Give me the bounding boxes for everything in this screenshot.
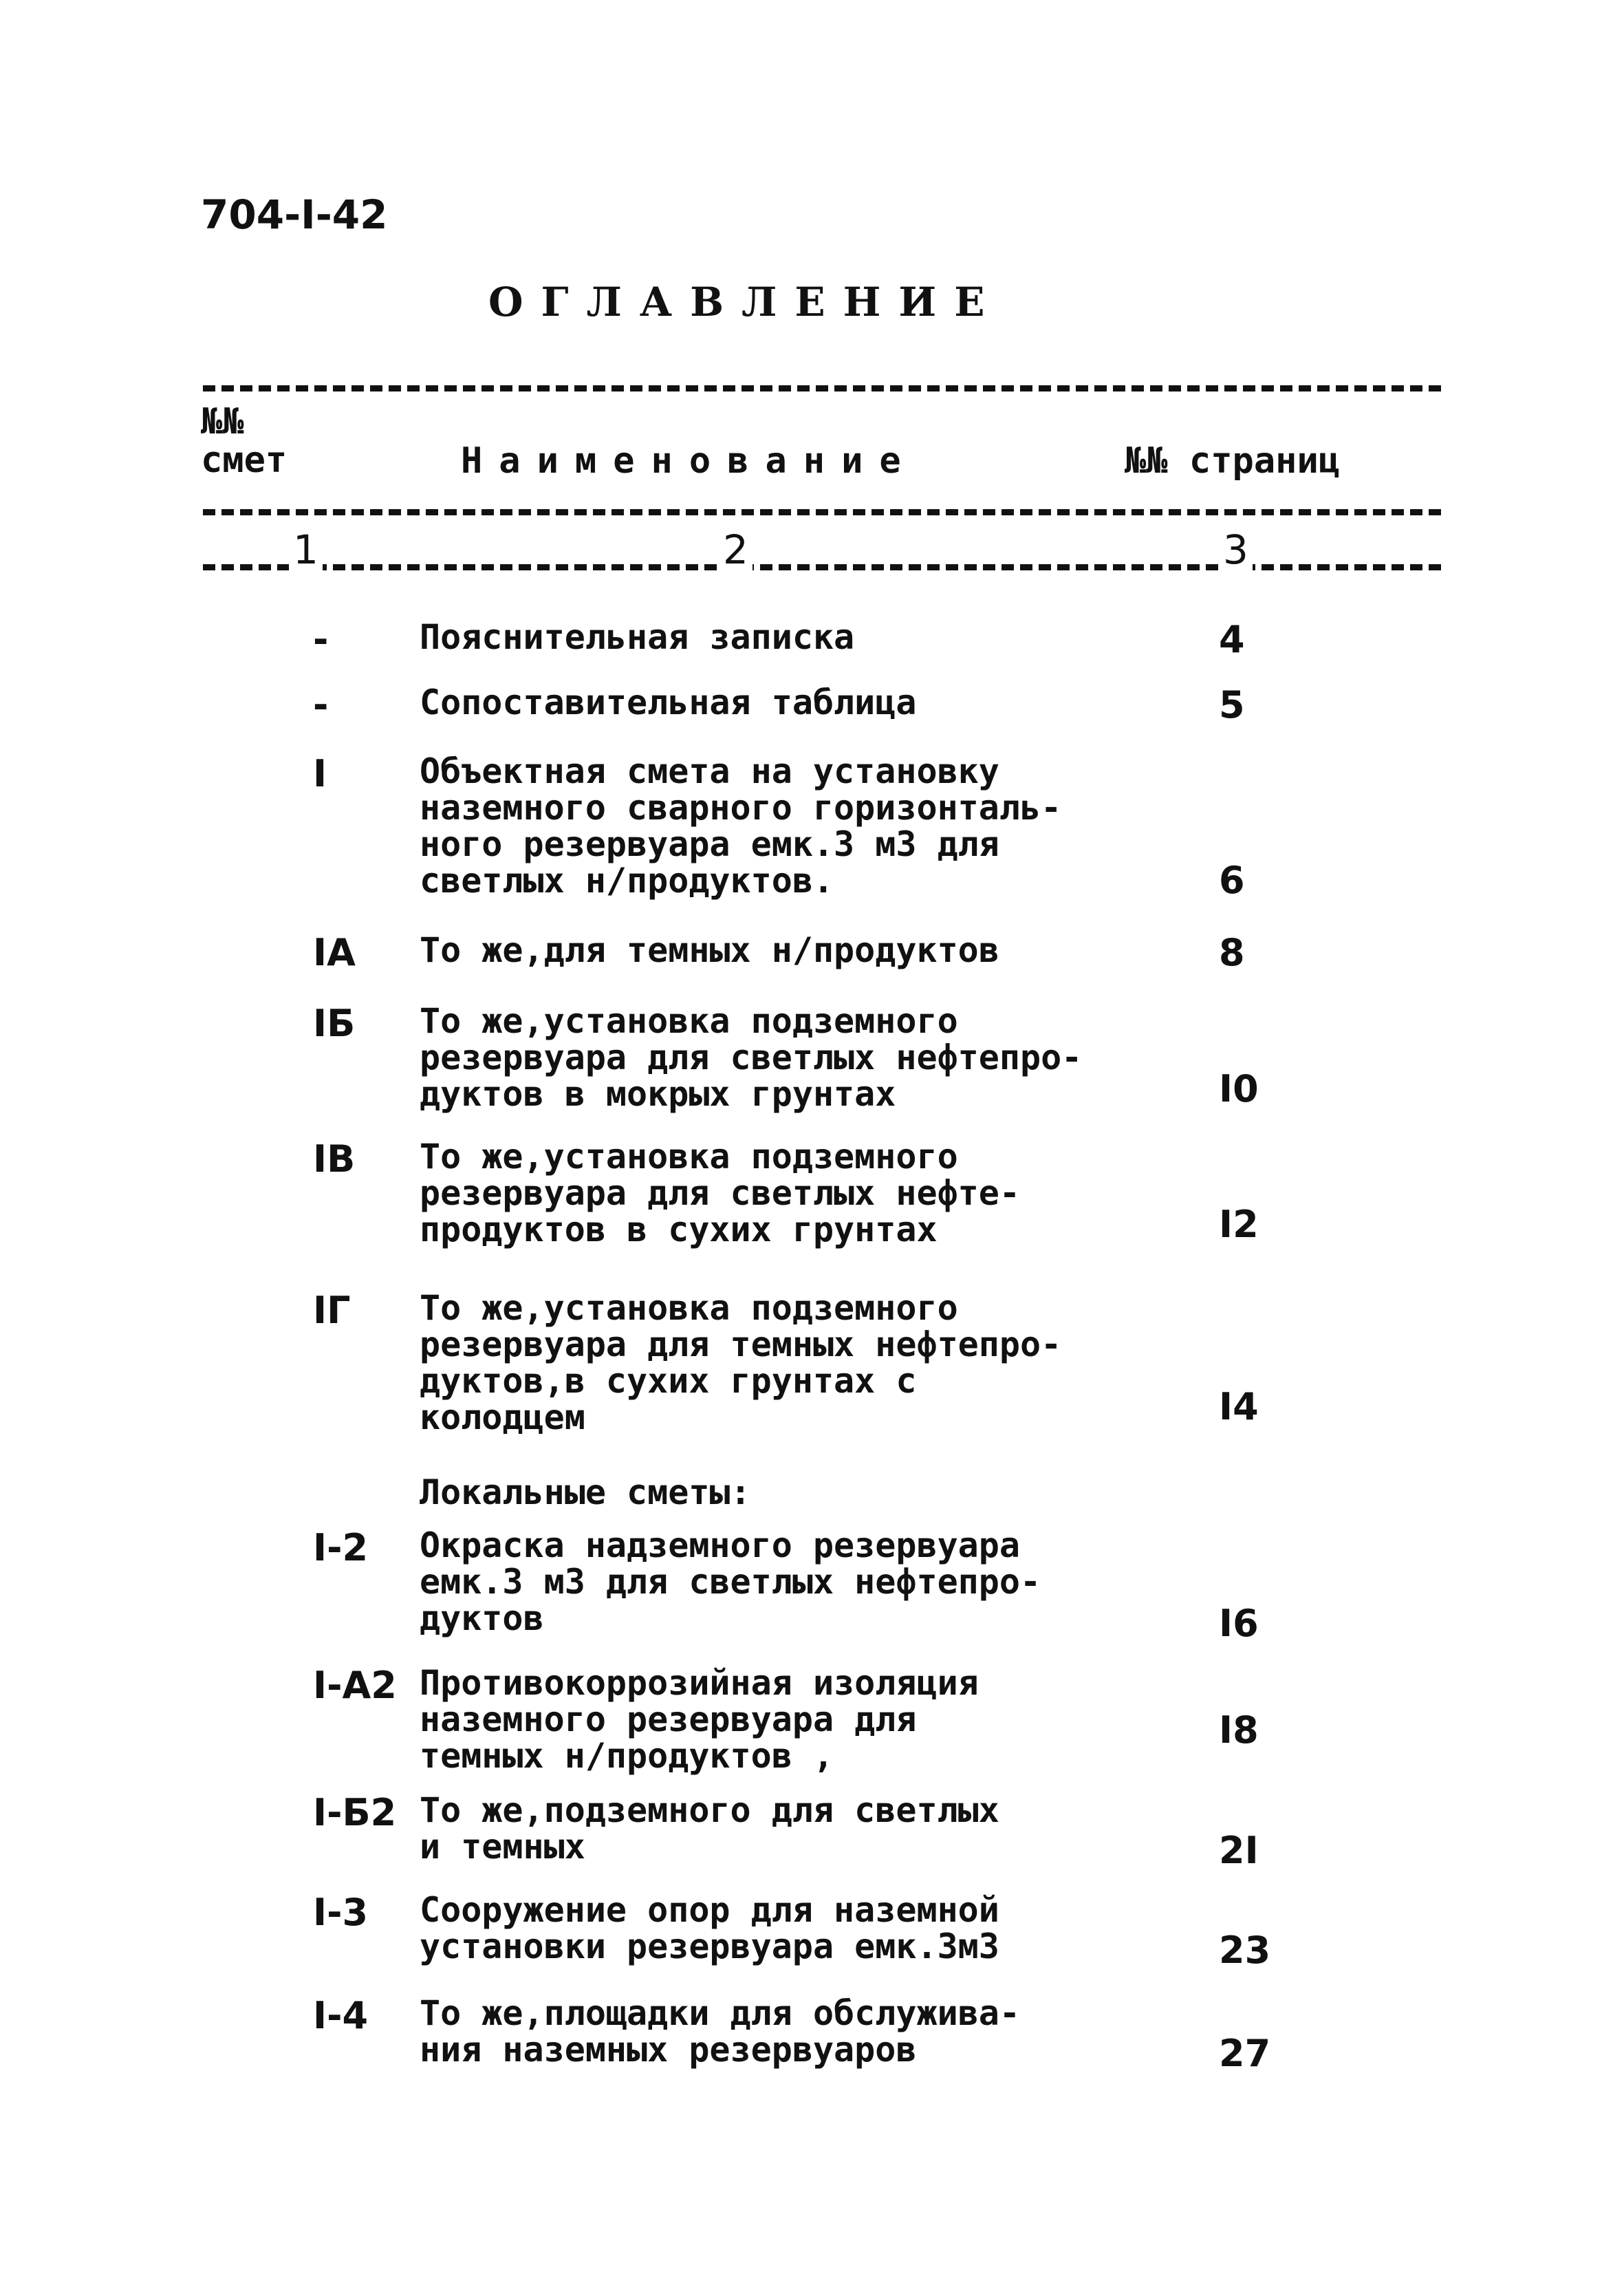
row-page: 23 [1219,1929,1271,1972]
row-page: 8 [1219,931,1245,974]
column-number-1: 1 [289,526,323,573]
row-title: То же,для темных н/продуктов [420,930,999,970]
row-number: - [313,683,329,727]
row-number: I-3 [313,1891,369,1934]
page-title: ОГЛАВЛЕНИЕ [488,279,1003,325]
row-page: I2 [1219,1203,1259,1246]
row-title: То же,установка подземного резервуара для светлых нефтепро- дуктов в мокрых грунтах [420,1001,1083,1114]
row-title: То же,площадки для обслужива- ния наземных резервуаров [420,1993,1020,2070]
header-pages: №№ страниц [1125,440,1341,482]
column-number-2: 2 [719,526,753,573]
row-number: I-Б2 [313,1791,397,1834]
divider-bottom [203,564,1441,570]
row-number: - [313,618,329,661]
row-page: 4 [1219,618,1245,661]
row-page: I6 [1219,1602,1259,1645]
row-number: I [313,752,327,795]
header-number: №№ смет [201,401,288,481]
divider-middle [203,509,1441,515]
row-title: То же,установка подземного резервуара для темных нефтепро- дуктов,в сухих грунтах с колодцем [420,1288,1062,1437]
column-number-3: 3 [1219,526,1253,573]
row-title: Противокоррозийная изоляция наземного резервуара для темных н/продуктов , [420,1663,979,1776]
row-number: IВ [313,1137,356,1181]
row-number: IГ [313,1289,351,1332]
row-title: Окраска надземного резервуара емк.3 м3 для светлых нефтепро- дуктов [420,1525,1041,1638]
row-title: То же,установка подземного резервуара для светлых нефте- продуктов в сухих грунтах [420,1137,1020,1249]
header-name: Наименование [461,440,918,482]
divider-top [203,385,1441,391]
row-page: 2I [1219,1829,1259,1872]
row-title: Сопоставительная таблица [420,683,917,722]
row-page: 27 [1219,2032,1271,2075]
row-page: I0 [1219,1067,1259,1110]
row-title: Объектная смета на установку наземного сварного горизонталь- ного резервуара емк.3 м3 для светлых н/продуктов. [420,751,1062,901]
row-page: I8 [1219,1708,1259,1752]
row-page: I4 [1219,1385,1259,1428]
subheading-local-estimates: Локальные сметы: [420,1472,751,1512]
row-number: IБ [313,1002,356,1045]
row-page: 5 [1219,683,1245,727]
row-page: 6 [1219,859,1245,902]
row-number: I-2 [313,1526,369,1569]
row-title: Пояснительная записка [420,617,855,657]
row-number: I-А2 [313,1664,397,1707]
row-title: То же,подземного для светлых и темных [420,1790,999,1867]
row-number: IА [313,931,356,974]
row-number: I-4 [313,1994,369,2037]
row-title: Сооружение опор для наземной установки резервуара емк.3м3 [420,1890,999,1966]
document-code: 704-I-42 [201,191,388,238]
